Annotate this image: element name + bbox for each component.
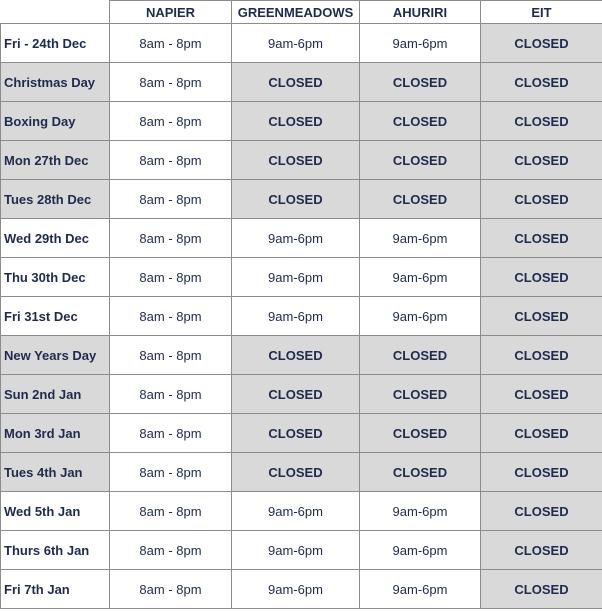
ahuriri-hours-cell: 9am-6pm [360,297,481,336]
day-label: Sun 2nd Jan [1,375,110,414]
table-body [1,24,602,609]
eit-hours-cell: CLOSED [481,453,602,492]
table-row [1,453,602,492]
day-label: Mon 27th Dec [1,141,110,180]
day-label: Boxing Day [1,102,110,141]
greenmeadows-hours-cell: CLOSED [232,141,360,180]
eit-hours-cell: CLOSED [481,570,602,609]
day-label: Thurs 6th Jan [1,531,110,570]
table-row [1,102,602,141]
napier-hours-cell: 8am - 8pm [110,297,232,336]
napier-hours-cell: 8am - 8pm [110,258,232,297]
table-row [1,24,602,63]
ahuriri-hours-cell: 9am-6pm [360,570,481,609]
greenmeadows-hours-cell: 9am-6pm [232,258,360,297]
napier-hours-cell: 8am - 8pm [110,141,232,180]
ahuriri-hours-cell: CLOSED [360,141,481,180]
day-label: Tues 28th Dec [1,180,110,219]
napier-hours-cell: 8am - 8pm [110,453,232,492]
day-label: New Years Day [1,336,110,375]
greenmeadows-hours-cell: 9am-6pm [232,219,360,258]
ahuriri-hours-cell: CLOSED [360,453,481,492]
napier-hours-cell: 8am - 8pm [110,24,232,63]
eit-hours-cell: CLOSED [481,258,602,297]
table-row [1,141,602,180]
greenmeadows-hours-cell: CLOSED [232,375,360,414]
table-row [1,336,602,375]
eit-hours-cell: CLOSED [481,219,602,258]
napier-hours-cell: 8am - 8pm [110,570,232,609]
ahuriri-hours-cell: 9am-6pm [360,492,481,531]
ahuriri-hours-cell: 9am-6pm [360,24,481,63]
eit-hours-cell: CLOSED [481,492,602,531]
greenmeadows-hours-cell: 9am-6pm [232,492,360,531]
ahuriri-hours-cell: 9am-6pm [360,531,481,570]
napier-hours-cell: 8am - 8pm [110,375,232,414]
greenmeadows-hours-cell: 9am-6pm [232,297,360,336]
ahuriri-hours-cell: 9am-6pm [360,258,481,297]
ahuriri-hours-cell: CLOSED [360,336,481,375]
eit-hours-cell: CLOSED [481,102,602,141]
ahuriri-hours-cell: CLOSED [360,375,481,414]
eit-hours-cell: CLOSED [481,531,602,570]
day-label: Christmas Day [1,63,110,102]
greenmeadows-hours-cell: 9am-6pm [232,24,360,63]
column-header-napier: NAPIER [110,1,232,24]
day-label: Fri - 24th Dec [1,24,110,63]
day-label: Mon 3rd Jan [1,414,110,453]
day-label: Wed 5th Jan [1,492,110,531]
greenmeadows-hours-cell: CLOSED [232,453,360,492]
column-header-ahuriri: AHURIRI [360,1,481,24]
eit-hours-cell: CLOSED [481,63,602,102]
table-row [1,180,602,219]
eit-hours-cell: CLOSED [481,297,602,336]
greenmeadows-hours-cell: 9am-6pm [232,570,360,609]
greenmeadows-hours-cell: CLOSED [232,102,360,141]
table-row [1,63,602,102]
napier-hours-cell: 8am - 8pm [110,414,232,453]
greenmeadows-hours-cell: CLOSED [232,180,360,219]
table-row [1,414,602,453]
table-row [1,297,602,336]
eit-hours-cell: CLOSED [481,180,602,219]
day-label: Wed 29th Dec [1,219,110,258]
column-header-greenmeadows: GREENMEADOWS [232,1,360,24]
eit-hours-cell: CLOSED [481,375,602,414]
day-label: Thu 30th Dec [1,258,110,297]
table-row [1,258,602,297]
table-row [1,492,602,531]
day-label: Fri 7th Jan [1,570,110,609]
table-row [1,570,602,609]
napier-hours-cell: 8am - 8pm [110,531,232,570]
greenmeadows-hours-cell: CLOSED [232,63,360,102]
eit-hours-cell: CLOSED [481,24,602,63]
table-row [1,375,602,414]
napier-hours-cell: 8am - 8pm [110,219,232,258]
ahuriri-hours-cell: CLOSED [360,180,481,219]
ahuriri-hours-cell: CLOSED [360,414,481,453]
eit-hours-cell: CLOSED [481,336,602,375]
ahuriri-hours-cell: 9am-6pm [360,219,481,258]
greenmeadows-hours-cell: CLOSED [232,414,360,453]
table-row [1,531,602,570]
napier-hours-cell: 8am - 8pm [110,102,232,141]
napier-hours-cell: 8am - 8pm [110,180,232,219]
napier-hours-cell: 8am - 8pm [110,492,232,531]
napier-hours-cell: 8am - 8pm [110,63,232,102]
ahuriri-hours-cell: CLOSED [360,102,481,141]
eit-hours-cell: CLOSED [481,414,602,453]
napier-hours-cell: 8am - 8pm [110,336,232,375]
header-corner-cell [1,1,110,24]
header-row [1,1,602,24]
greenmeadows-hours-cell: 9am-6pm [232,531,360,570]
table-row [1,219,602,258]
eit-hours-cell: CLOSED [481,141,602,180]
day-label: Tues 4th Jan [1,453,110,492]
ahuriri-hours-cell: CLOSED [360,63,481,102]
day-label: Fri 31st Dec [1,297,110,336]
greenmeadows-hours-cell: CLOSED [232,336,360,375]
column-header-eit: EIT [481,1,602,24]
